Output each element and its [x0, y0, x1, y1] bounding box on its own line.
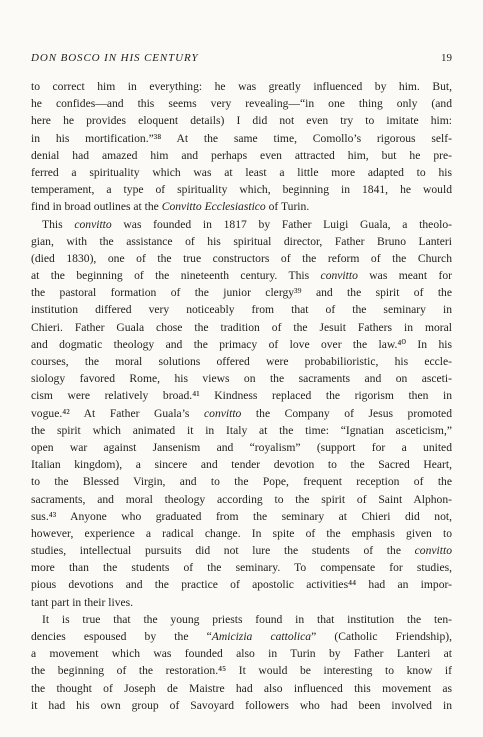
- running-title: DON BOSCO IN HIS CENTURY: [31, 52, 199, 64]
- text-line: tant part in their lives.: [31, 595, 134, 609]
- text-line: in his mortification.”³⁸ At the same time, Comollo’s rigorous self-: [31, 131, 452, 145]
- text-line: and dogmatic theology and the primacy of love over the law.⁴⁰ In his: [31, 337, 452, 351]
- text-line: more than the students of the seminary. To compensate for studies,: [31, 561, 452, 575]
- text-line: This convitto was founded in 1817 by Father Luigi Guala, a theolo-: [42, 217, 452, 231]
- page-number: 19: [441, 52, 452, 64]
- text-line: the beginning of the restoration.⁴⁵ It would be interesting to know if: [31, 664, 452, 678]
- text-line: to the Blessed Virgin, and to the Pope, frequent reception of the: [31, 475, 452, 489]
- text-line: sus.⁴³ Anyone who graduated from the seminary at Chieri did not,: [31, 509, 452, 523]
- text-line: sacraments, and moral theology according to the spirit of Saint Alphon-: [31, 492, 452, 506]
- text-line: cism were relatively broad.⁴¹ Kindness replaced the rigorism then in: [31, 389, 452, 403]
- text-line: Italian kingdom), a sincere and tender devotion to the Sacred Heart,: [31, 458, 452, 472]
- text-line: institution differed very noticeably from that of the seminary in: [31, 303, 452, 317]
- text-line: ferred a spirituality which was at least a little more adapted to his: [31, 165, 452, 179]
- text-line: find in broad outlines at the Convitto Ecclesiastico of Turin.: [31, 200, 310, 214]
- text-line: the thought of Joseph de Maistre had also influenced this movement as: [31, 681, 452, 695]
- text-line: a movement which was founded also in Turin by Father Lanteri at: [31, 647, 452, 661]
- text-line: he confides—and this seems very revealing—“in one thing only (and: [31, 97, 452, 111]
- text-line: courses, the moral solutions offered were probabilioristic, his eccle-: [31, 355, 452, 368]
- text-line: temperament, a type of spirituality which, beginning in 1841, he would: [31, 183, 452, 197]
- text-line: open war against Jansenism and “royalism” (support for a united: [31, 440, 452, 454]
- text-line: the pastoral formation of the junior clergy³⁹ and the spirit of the: [31, 286, 452, 300]
- text-line: Chieri. Father Guala chose the tradition of the Jesuit Fathers in moral: [31, 320, 452, 334]
- text-line: it had his own group of Savoyard followers who had been involved in: [31, 698, 452, 712]
- text-line: It is true that the young priests found in that institution the ten-: [42, 612, 452, 626]
- text-line: denial had amazed him and perhaps even attracted him, but he pre-: [31, 148, 452, 162]
- text-line: pious devotions and the practice of apostolic activities⁴⁴ had an impor-: [31, 578, 452, 592]
- running-header: [31, 52, 452, 64]
- text-line: studies, intellectual pursuits did not lure the students of the convitto: [31, 544, 452, 558]
- text-line: siology favored Rome, his views on the sacraments and on asceti-: [31, 372, 452, 386]
- text-line: at the beginning of the nineteenth century. This convitto was meant for: [31, 269, 452, 283]
- text-line: (died 1830), one of the true constructors of the reform of the Church: [31, 251, 452, 265]
- text-line: the spirit which animated it in Italy at the time: “Ignatian asceticism,”: [31, 423, 452, 437]
- text-line: to correct him in everything: he was greatly influenced by him. But,: [31, 80, 452, 93]
- text-line: however, experience a radical change. In spite of the emphasis given to: [31, 526, 452, 540]
- text-line: here he provides eloquent details) I did not even try to imitate him:: [31, 114, 452, 128]
- text-line: vogue.⁴² At Father Guala’s convitto the Company of Jesus promoted: [31, 406, 452, 420]
- text-line: gian, with the assistance of his spiritual director, Father Bruno Lanteri: [31, 234, 452, 248]
- body-text: [31, 78, 452, 714]
- text-line: dencies espoused by the “Amicizia cattolica” (Catholic Friendship),: [31, 630, 452, 643]
